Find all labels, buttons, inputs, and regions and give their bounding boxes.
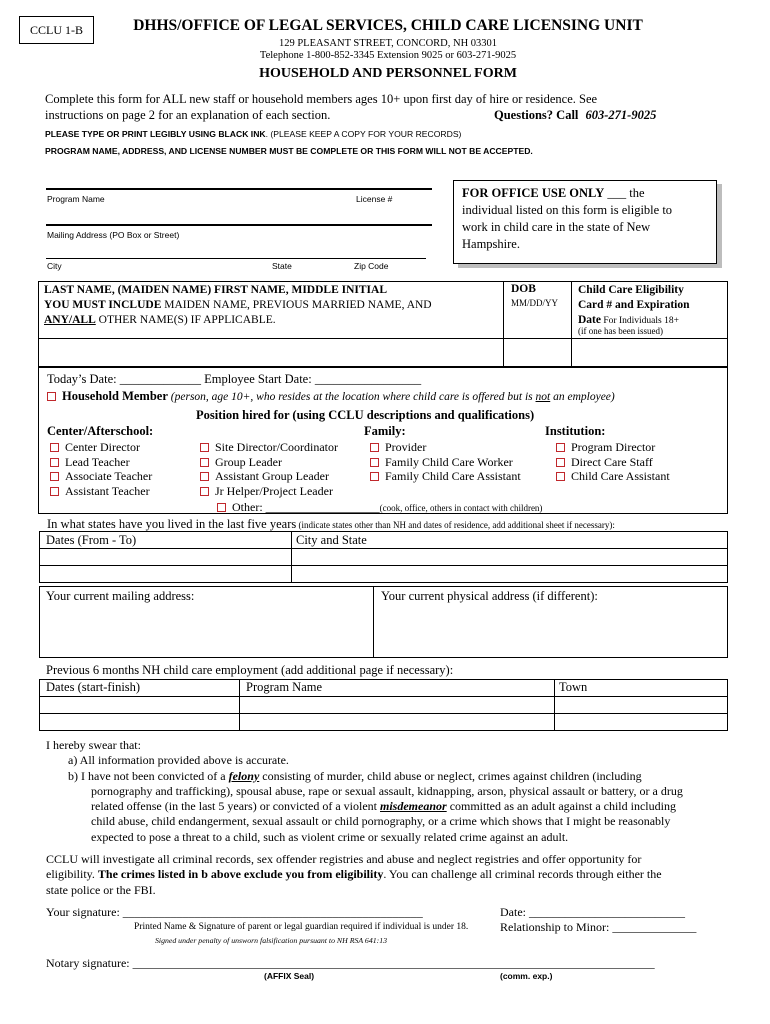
checkbox[interactable] bbox=[556, 472, 565, 481]
office-use-line-2: individual listed on this form is eligible to bbox=[462, 203, 673, 217]
option-label: Associate Teacher bbox=[65, 469, 153, 484]
agency-phone: Telephone 1-800-852-3345 Extension 9025 or 603-271-9025 bbox=[259, 50, 517, 61]
ink-note-bold: PLEASE TYPE OR PRINT LEGIBLY USING BLACK INK bbox=[45, 129, 266, 139]
checkbox[interactable] bbox=[50, 472, 59, 481]
investigation-l2b: The crimes listed in b above exclude you from eligibility bbox=[97, 867, 384, 882]
office-use-blank: ___ the bbox=[604, 186, 645, 200]
center-col-2 bbox=[200, 440, 338, 498]
mailing-address-label: Your current mailing address: bbox=[46, 589, 195, 603]
name-header-maiden: MAIDEN NAME, PREVIOUS MARRIED NAME, AND bbox=[161, 299, 432, 311]
eligibility-header bbox=[578, 283, 690, 329]
states-heading-text: In what states have you lived in the last five years bbox=[47, 517, 297, 531]
intro-line-1: Complete this form for ALL new staff or household members ages 10+ upon first day of hire or residence. See bbox=[45, 92, 598, 106]
family-heading: Family: bbox=[364, 424, 406, 438]
option-label: Assistant Group Leader bbox=[215, 469, 329, 484]
states-heading-note: (indicate states other than NH and dates of residence, add additional sheet if necessary): bbox=[296, 520, 615, 530]
family-col bbox=[370, 440, 521, 484]
ink-note-rest: . (PLEASE KEEP A COPY FOR YOUR RECORDS) bbox=[265, 129, 462, 139]
eligibility-issued-note: (if one has been issued) bbox=[578, 326, 663, 336]
investigation-line-2 bbox=[46, 867, 662, 882]
household-desc-not: not bbox=[535, 391, 551, 403]
oath-b3a: related offense (in the last 5 years) or convicted of a violent bbox=[91, 799, 381, 814]
agency-name: DHHS/OFFICE OF LEGAL SERVICES, CHILD CARE LICENSING UNIT bbox=[133, 17, 643, 34]
oath-swear: I hereby swear that: bbox=[46, 738, 141, 752]
oath-misdemeanor: misdemeanor bbox=[380, 799, 447, 814]
center-col-1 bbox=[50, 440, 152, 498]
your-signature-field[interactable]: Your signature: __________________________________________________ bbox=[46, 905, 423, 919]
checkbox[interactable] bbox=[370, 458, 379, 467]
oath-b1a: b) I have not been convicted of a bbox=[68, 768, 229, 783]
checkbox[interactable] bbox=[217, 503, 226, 512]
intro-line-2: instructions on page 2 for an explanation of each section. bbox=[45, 108, 331, 122]
option-label: Family Child Care Assistant bbox=[385, 469, 521, 484]
employment-input-r2[interactable] bbox=[40, 714, 727, 730]
investigation-block bbox=[46, 852, 662, 898]
name-header-other: OTHER NAME(S) IF APPLICABLE. bbox=[95, 314, 276, 326]
household-desc-a: (person, age 10+, who resides at the location where child care is offered but is bbox=[167, 391, 536, 403]
checkbox[interactable] bbox=[50, 487, 59, 496]
oath-b-line-3 bbox=[46, 799, 683, 814]
date-field[interactable]: Date: __________________________ bbox=[500, 905, 685, 919]
questions-label: Questions? Call bbox=[494, 108, 579, 122]
option-group-leader[interactable] bbox=[200, 455, 338, 470]
states-input-r1c1[interactable] bbox=[40, 549, 290, 564]
questions-call bbox=[494, 108, 656, 123]
institution-col bbox=[556, 440, 670, 484]
investigation-line-3: state police or the FBI. bbox=[46, 882, 156, 897]
states-col-dates: Dates (From - To) bbox=[46, 533, 137, 547]
license-label: License # bbox=[356, 194, 393, 204]
name-header bbox=[44, 283, 432, 328]
checkbox[interactable] bbox=[200, 472, 209, 481]
completeness-note: PROGRAM NAME, ADDRESS, AND LICENSE NUMBER MUST BE COMPLETE OR THIS FORM WILL NOT BE ACCEPTED. bbox=[45, 146, 533, 156]
name-table-div-2 bbox=[571, 281, 572, 367]
affix-seal-label: (AFFIX Seal) bbox=[264, 971, 315, 981]
option-associate-teacher[interactable] bbox=[50, 469, 152, 484]
program-name-line[interactable] bbox=[46, 188, 432, 190]
dob-input[interactable] bbox=[505, 340, 570, 366]
state-label: State bbox=[272, 261, 292, 271]
household-checkbox[interactable] bbox=[47, 392, 56, 401]
other-note: (cook, office, others in contact with children) bbox=[379, 503, 543, 513]
option-family-assistant[interactable] bbox=[370, 469, 521, 484]
name-header-any: ANY/ALL bbox=[44, 314, 96, 326]
dob-header: DOB bbox=[511, 283, 536, 295]
checkbox[interactable] bbox=[370, 443, 379, 452]
name-table-rowline bbox=[38, 338, 728, 339]
checkbox[interactable] bbox=[50, 458, 59, 467]
penalty-note: Signed under penalty of unsworn falsification pursuant to NH RSA 641:13 bbox=[155, 936, 388, 945]
program-name-label: Program Name bbox=[47, 194, 105, 204]
name-table-div-1 bbox=[503, 281, 504, 367]
checkbox[interactable] bbox=[200, 487, 209, 496]
oath-b3b: committed as an adult against a child including bbox=[446, 799, 676, 814]
form-title: HOUSEHOLD AND PERSONNEL FORM bbox=[259, 66, 517, 81]
oath-b-line-2: pornography and trafficking), spousal abuse, rape or sexual assault, kidnapping, arson, physical assault or battery, or a drug bbox=[91, 783, 683, 798]
mailing-address-line[interactable] bbox=[46, 224, 432, 226]
employment-col-program: Program Name bbox=[246, 680, 323, 694]
oath-b-line-5: expected to pose a threat to a child, such as violent crime or sexually related crime against an adult. bbox=[91, 829, 569, 844]
mailing-address-input[interactable] bbox=[40, 606, 372, 657]
employment-heading: Previous 6 months NH child care employment (add additional page if necessary): bbox=[46, 663, 454, 677]
office-use-line-4: Hampshire. bbox=[462, 237, 520, 251]
option-label: Assistant Teacher bbox=[65, 483, 150, 498]
office-use-line-1 bbox=[462, 185, 708, 202]
option-provider[interactable] bbox=[370, 440, 521, 455]
eligibility-date: Date bbox=[578, 314, 601, 326]
option-lead-teacher[interactable] bbox=[50, 455, 152, 470]
option-label: Family Child Care Worker bbox=[385, 454, 513, 469]
city-label: City bbox=[47, 261, 62, 271]
eligibility-individuals: For Individuals 18+ bbox=[601, 316, 679, 326]
oath-block bbox=[46, 738, 683, 845]
name-header-line-2 bbox=[44, 298, 432, 313]
states-input-r2c2[interactable] bbox=[292, 566, 727, 582]
option-label: Child Care Assistant bbox=[571, 469, 670, 484]
option-site-director[interactable] bbox=[200, 440, 338, 455]
printed-name-note: Printed Name & Signature of parent or legal guardian required if individual is under 18. bbox=[134, 922, 469, 932]
office-use-line-3: work in child care in the state of New bbox=[462, 220, 651, 234]
notary-signature-field[interactable]: Notary signature: _______________________________________________________________________________________ bbox=[46, 956, 655, 970]
oath-felony: felony bbox=[228, 768, 260, 783]
relationship-field[interactable]: Relationship to Minor: ______________ bbox=[500, 920, 697, 934]
employment-input-r1[interactable] bbox=[40, 697, 727, 712]
employment-col-dates: Dates (start-finish) bbox=[46, 680, 141, 694]
name-input[interactable] bbox=[40, 340, 502, 366]
option-label: Group Leader bbox=[215, 454, 282, 469]
name-header-line-1: LAST NAME, (MAIDEN NAME) FIRST NAME, MIDDLE INITIAL bbox=[44, 284, 388, 296]
option-label: Direct Care Staff bbox=[571, 454, 653, 469]
option-center-director[interactable] bbox=[50, 440, 152, 455]
oath-b-line-4: child abuse, child endangerment, sexual assault or child pornography, or a crime which shows that I might be reasonably bbox=[91, 814, 671, 829]
form-code: CCLU 1-B bbox=[29, 23, 83, 37]
checkbox[interactable] bbox=[556, 458, 565, 467]
checkbox[interactable] bbox=[370, 472, 379, 481]
option-jr-helper[interactable] bbox=[200, 484, 338, 499]
employment-col-town: Town bbox=[559, 680, 588, 694]
states-input-r1c2[interactable] bbox=[292, 549, 727, 564]
comm-exp-label: (comm. exp.) bbox=[500, 971, 553, 981]
states-input-r2c1[interactable] bbox=[40, 566, 290, 582]
office-use-box bbox=[453, 180, 717, 264]
mailing-address-label: Mailing Address (PO Box or Street) bbox=[47, 230, 180, 240]
form-code-box bbox=[19, 16, 94, 44]
physical-address-input[interactable] bbox=[374, 606, 727, 657]
oath-b-line-1 bbox=[46, 769, 683, 784]
option-direct-care-staff[interactable] bbox=[556, 455, 670, 470]
option-family-worker[interactable] bbox=[370, 455, 521, 470]
checkbox[interactable] bbox=[200, 458, 209, 467]
agency-address: 129 PLEASANT STREET, CONCORD, NH 03301 bbox=[278, 38, 498, 49]
option-label: Center Director bbox=[65, 440, 140, 454]
position-heading: Position hired for (using CCLU descriptions and qualifications) bbox=[196, 408, 535, 422]
household-desc-b: an employee) bbox=[550, 391, 615, 403]
questions-phone: 603-271-9025 bbox=[585, 108, 657, 122]
checkbox[interactable] bbox=[200, 443, 209, 452]
checkbox[interactable] bbox=[556, 443, 565, 452]
investigation-l2a: eligibility. bbox=[46, 867, 98, 882]
eligibility-line-2: Card # and Expiration bbox=[578, 299, 690, 311]
option-child-care-assistant[interactable] bbox=[556, 469, 670, 484]
option-label: Lead Teacher bbox=[65, 454, 130, 469]
other-label: Other: ___________________ bbox=[232, 500, 380, 514]
institution-heading: Institution: bbox=[545, 424, 606, 438]
household-label: Household Member bbox=[62, 389, 168, 403]
household-row[interactable] bbox=[47, 389, 615, 404]
option-label: Jr Helper/Project Leader bbox=[215, 483, 333, 498]
eligibility-input[interactable] bbox=[573, 340, 727, 366]
option-assistant-group-leader[interactable] bbox=[200, 469, 338, 484]
option-label: Site Director/Coordinator bbox=[215, 440, 338, 454]
zip-label: Zip Code bbox=[354, 261, 389, 271]
physical-address-label: Your current physical address (if different): bbox=[381, 589, 598, 603]
office-use-title: FOR OFFICE USE ONLY bbox=[462, 186, 605, 200]
checkbox[interactable] bbox=[50, 443, 59, 452]
option-assistant-teacher[interactable] bbox=[50, 484, 152, 499]
oath-a: a) All information provided above is accurate. bbox=[68, 753, 289, 768]
dob-format: MM/DD/YY bbox=[511, 298, 559, 308]
investigation-l2c: . You can challenge all criminal records through either the bbox=[383, 867, 662, 882]
option-label: Provider bbox=[385, 440, 427, 454]
dates-line[interactable]: Today’s Date: _____________ Employee Start Date: _________________ bbox=[47, 372, 422, 386]
name-header-must: YOU MUST INCLUDE bbox=[44, 299, 162, 311]
name-header-line-3 bbox=[44, 313, 432, 328]
option-label: Program Director bbox=[571, 440, 656, 454]
ink-note bbox=[45, 129, 461, 139]
oath-b1b: consisting of murder, child abuse or neglect, crimes against children (including bbox=[259, 768, 642, 783]
city-state-zip-line[interactable] bbox=[46, 258, 426, 259]
eligibility-line-1: Child Care Eligibility bbox=[578, 284, 684, 296]
option-program-director[interactable] bbox=[556, 440, 670, 455]
center-heading: Center/Afterschool: bbox=[47, 424, 154, 438]
option-other[interactable] bbox=[217, 500, 542, 515]
investigation-line-1: CCLU will investigate all criminal records, sex offender registries and abuse and neglect registries and offer opportunity for bbox=[46, 852, 642, 866]
states-col-city: City and State bbox=[296, 533, 367, 547]
